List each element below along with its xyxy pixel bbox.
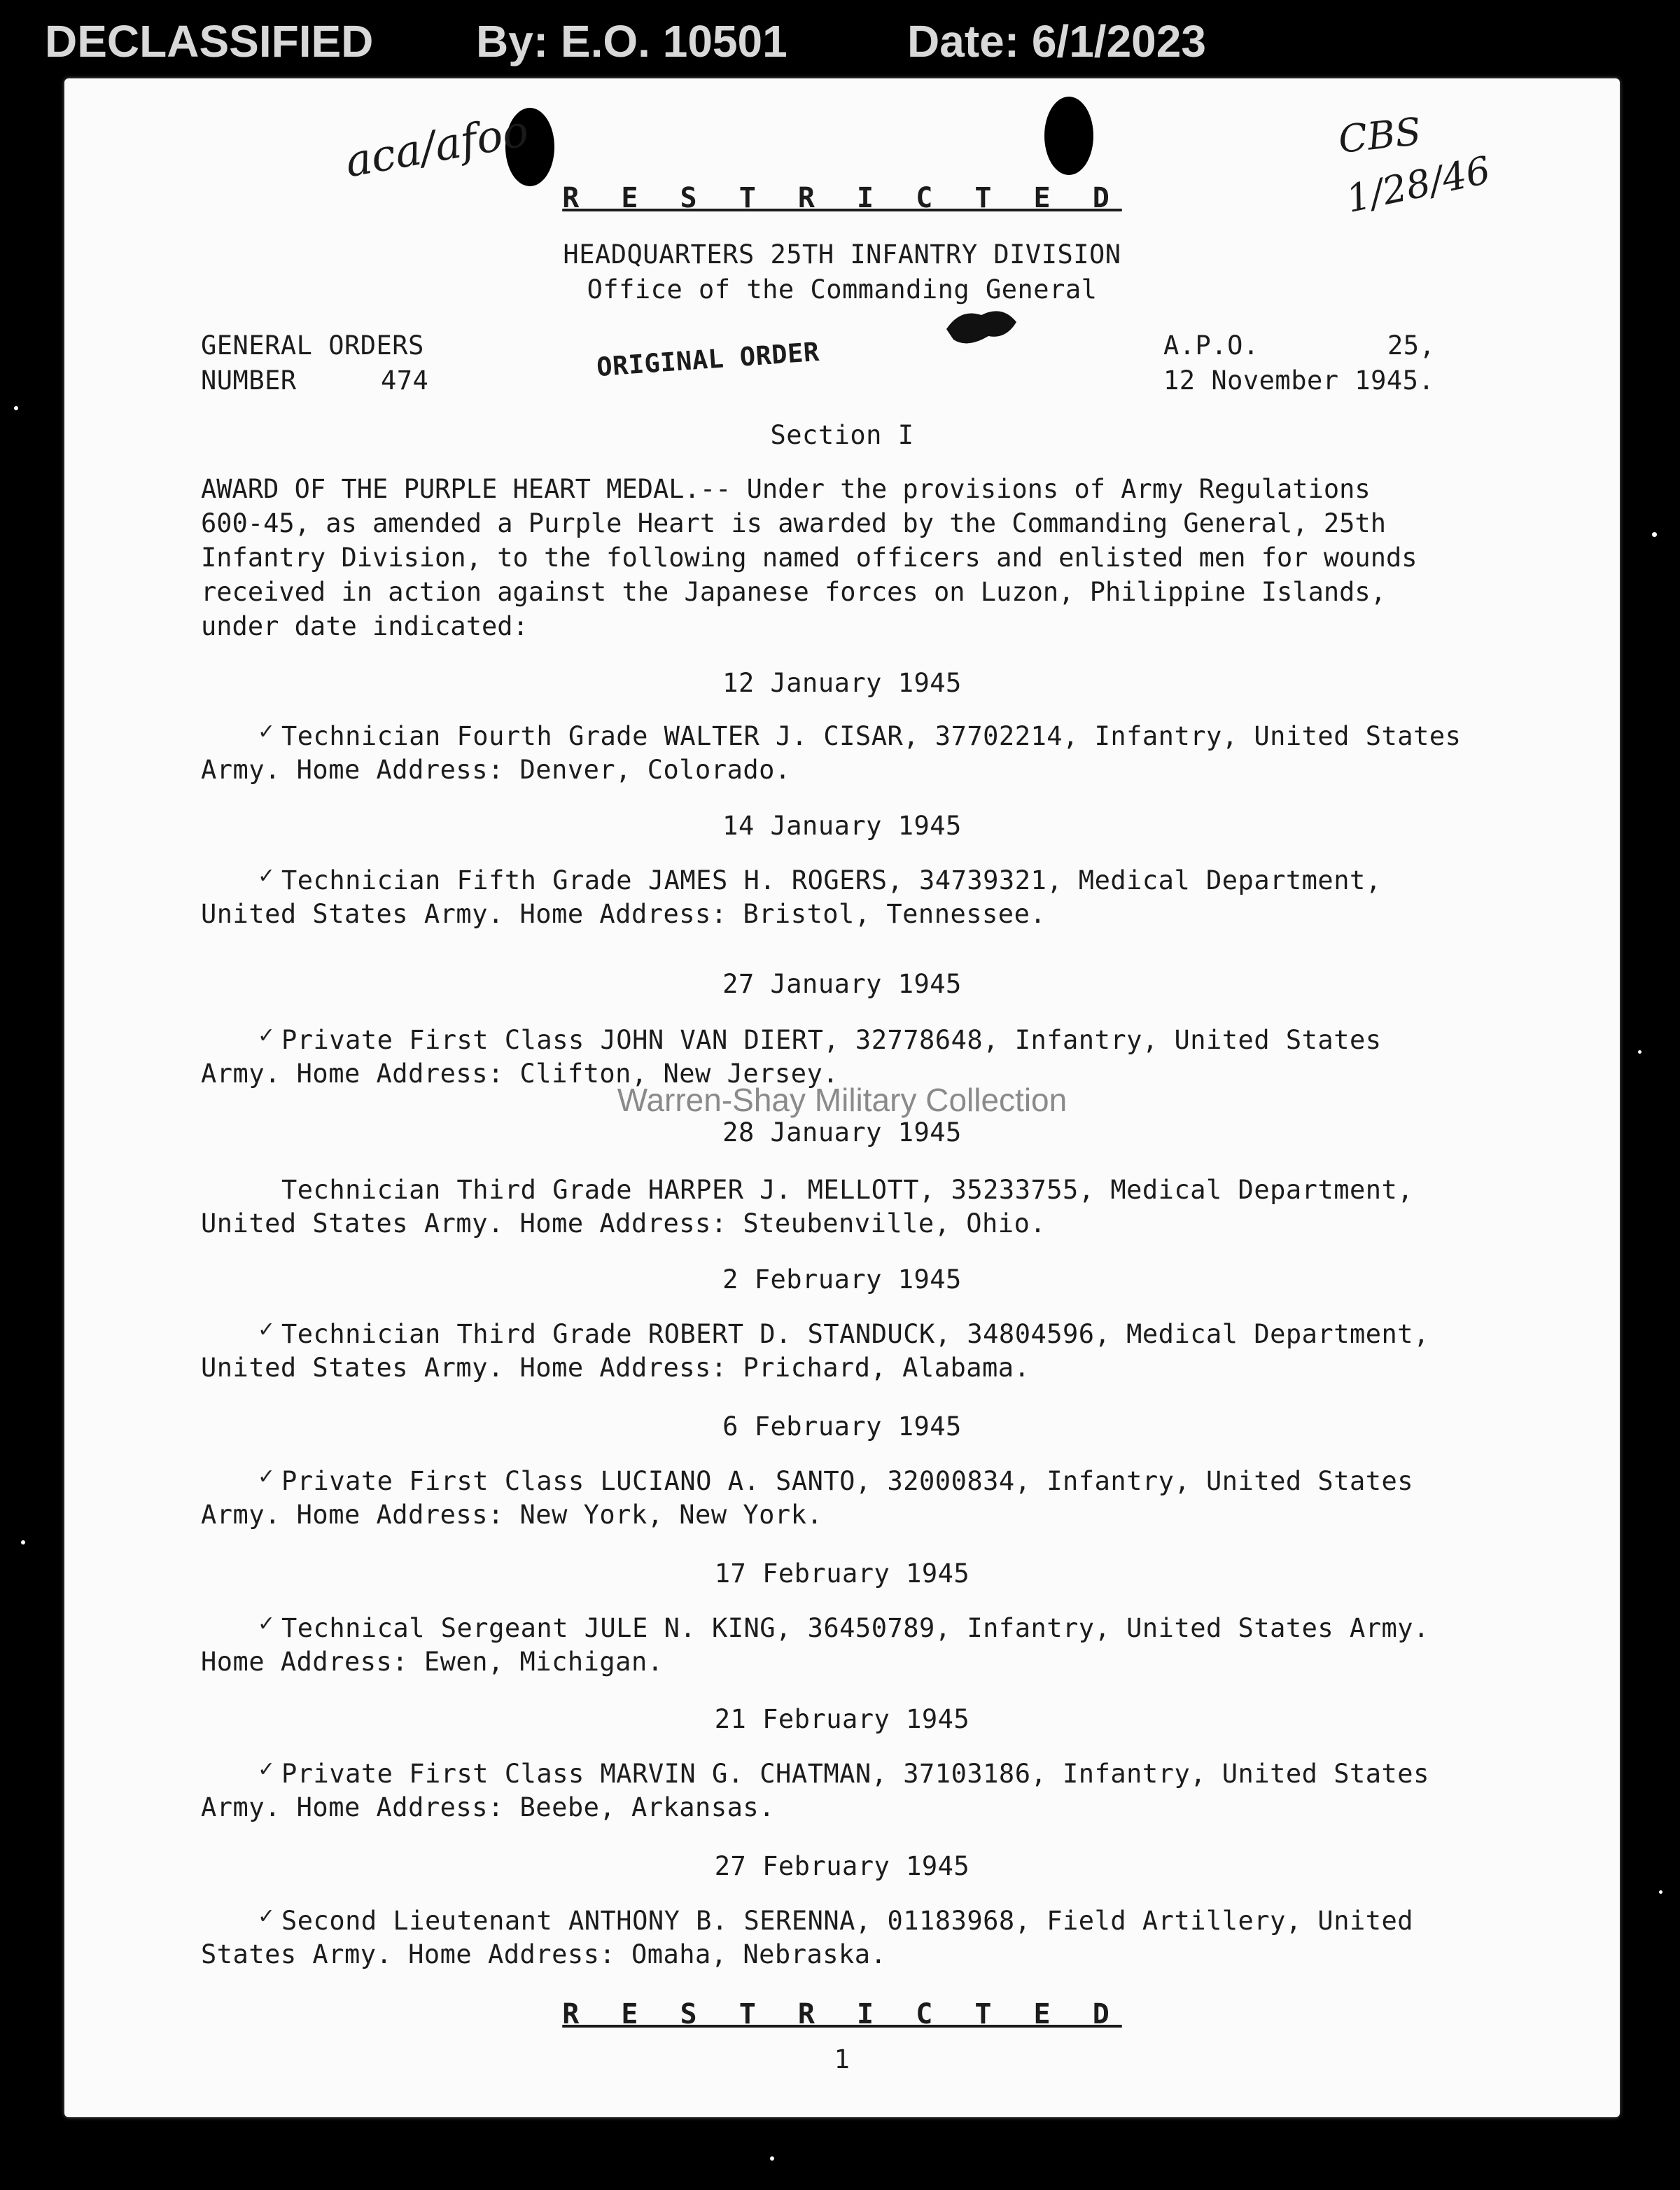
entry-line: Army. Home Address: Beebe, Arkansas. xyxy=(201,1792,775,1822)
entry-line: Technical Sergeant JULE N. KING, 36450789, Infantry, United States Army. xyxy=(281,1613,1429,1643)
entry-date: 12 January 1945 xyxy=(722,668,962,698)
entry-line: Technician Fourth Grade WALTER J. CISAR, 37702214, Infantry, United States xyxy=(281,721,1462,751)
original-order-stamp: ORIGINAL ORDER xyxy=(595,336,820,383)
handwritten-date: 1/28/46 xyxy=(1342,148,1494,221)
declassification-date: Date: 6/1/2023 xyxy=(907,16,1206,67)
award-intro-paragraph: AWARD OF THE PURPLE HEART MEDAL.-- Under the provisions of Army Regulations 600-45, as amended a Purple Heart is awarded by the Commanding General, 25th Infantry Division, to the following named officers and enlisted men for wounds received in action against the Japanese forces on Luzon, Philippine Islands, under date indicated: xyxy=(201,474,1418,641)
scan-speck xyxy=(1659,1890,1662,1894)
headquarters-line: HEADQUARTERS 25TH INFANTRY DIVISION xyxy=(563,239,1121,270)
entry-line: Army. Home Address: New York, New York. xyxy=(201,1500,823,1530)
scan-speck xyxy=(1652,532,1657,537)
entry-date: 17 February 1945 xyxy=(714,1558,970,1589)
scan-speck xyxy=(14,406,18,410)
entry-date: 6 February 1945 xyxy=(722,1411,962,1442)
punch-hole-right xyxy=(1044,97,1093,175)
entry-line: Technician Third Grade HARPER J. MELLOTT, 35233755, Medical Department, xyxy=(281,1175,1414,1205)
scan-speck xyxy=(21,1540,25,1544)
stamp-mark xyxy=(939,301,1023,350)
entry-date: 21 February 1945 xyxy=(714,1704,970,1734)
entry-line: Army. Home Address: Clifton, New Jersey. xyxy=(201,1059,839,1089)
scan-speck xyxy=(1638,1050,1642,1054)
page-number: 1 xyxy=(834,2044,850,2074)
handwritten-initials: CBS xyxy=(1336,109,1423,162)
entry-line: States Army. Home Address: Omaha, Nebraska. xyxy=(201,1939,887,1969)
entry-date: 27 February 1945 xyxy=(714,1851,970,1881)
number-label: NUMBER xyxy=(201,365,297,396)
check-mark-icon: ✓ xyxy=(259,861,274,889)
check-mark-icon: ✓ xyxy=(259,717,274,745)
entry-line: Private First Class JOHN VAN DIERT, 32778648, Infantry, United States xyxy=(281,1025,1382,1055)
entry-line: Army. Home Address: Denver, Colorado. xyxy=(201,755,791,785)
classification-top: R E S T R I C T E D xyxy=(562,182,1122,214)
check-mark-icon: ✓ xyxy=(259,1462,274,1490)
handwritten-note-left: aca/afoo xyxy=(341,104,533,188)
entry-line: Home Address: Ewen, Michigan. xyxy=(201,1647,664,1677)
declassification-authority: By: E.O. 10501 xyxy=(476,16,788,67)
check-mark-icon: ✓ xyxy=(259,1021,274,1049)
entry-line: Private First Class MARVIN G. CHATMAN, 37103186, Infantry, United States xyxy=(281,1759,1429,1789)
entry-date: 14 January 1945 xyxy=(722,811,962,841)
entry-line: Technician Fifth Grade JAMES H. ROGERS, 34739321, Medical Department, xyxy=(281,865,1382,895)
section-heading: Section I xyxy=(770,420,914,450)
entry-line: United States Army. Home Address: Steubenville, Ohio. xyxy=(201,1208,1046,1239)
entry-line: Second Lieutenant ANTHONY B. SERENNA, 01183968, Field Artillery, United xyxy=(281,1906,1414,1936)
entry-line: United States Army. Home Address: Bristol, Tennessee. xyxy=(201,899,1046,929)
order-number: 474 xyxy=(381,365,429,396)
entry-date: 27 January 1945 xyxy=(722,969,962,999)
check-mark-icon: ✓ xyxy=(259,1902,274,1930)
apo-label: A.P.O. xyxy=(1163,330,1259,361)
scan-speck xyxy=(770,2156,774,2161)
check-mark-icon: ✓ xyxy=(259,1755,274,1783)
classification-bottom: R E S T R I C T E D xyxy=(562,1998,1122,2030)
apo-number: 25, xyxy=(1387,330,1436,361)
office-line: Office of the Commanding General xyxy=(587,274,1098,305)
declassified-label: DECLASSIFIED xyxy=(45,16,374,67)
entry-line: Private First Class LUCIANO A. SANTO, 32000834, Infantry, United States xyxy=(281,1466,1414,1496)
document-page xyxy=(64,78,1620,2117)
check-mark-icon: ✓ xyxy=(259,1315,274,1343)
entry-date: 2 February 1945 xyxy=(722,1264,962,1295)
entry-line: United States Army. Home Address: Prichard, Alabama. xyxy=(201,1353,1030,1383)
general-orders-label: GENERAL ORDERS xyxy=(201,330,424,361)
entry-line: Technician Third Grade ROBERT D. STANDUCK, 34804596, Medical Department, xyxy=(281,1319,1429,1349)
order-date: 12 November 1945. xyxy=(1163,365,1435,396)
collection-watermark: Warren-Shay Military Collection xyxy=(617,1082,1068,1118)
entry-date: 28 January 1945 xyxy=(722,1117,962,1148)
check-mark-icon: ✓ xyxy=(259,1609,274,1637)
declassification-stamp xyxy=(0,0,1680,83)
